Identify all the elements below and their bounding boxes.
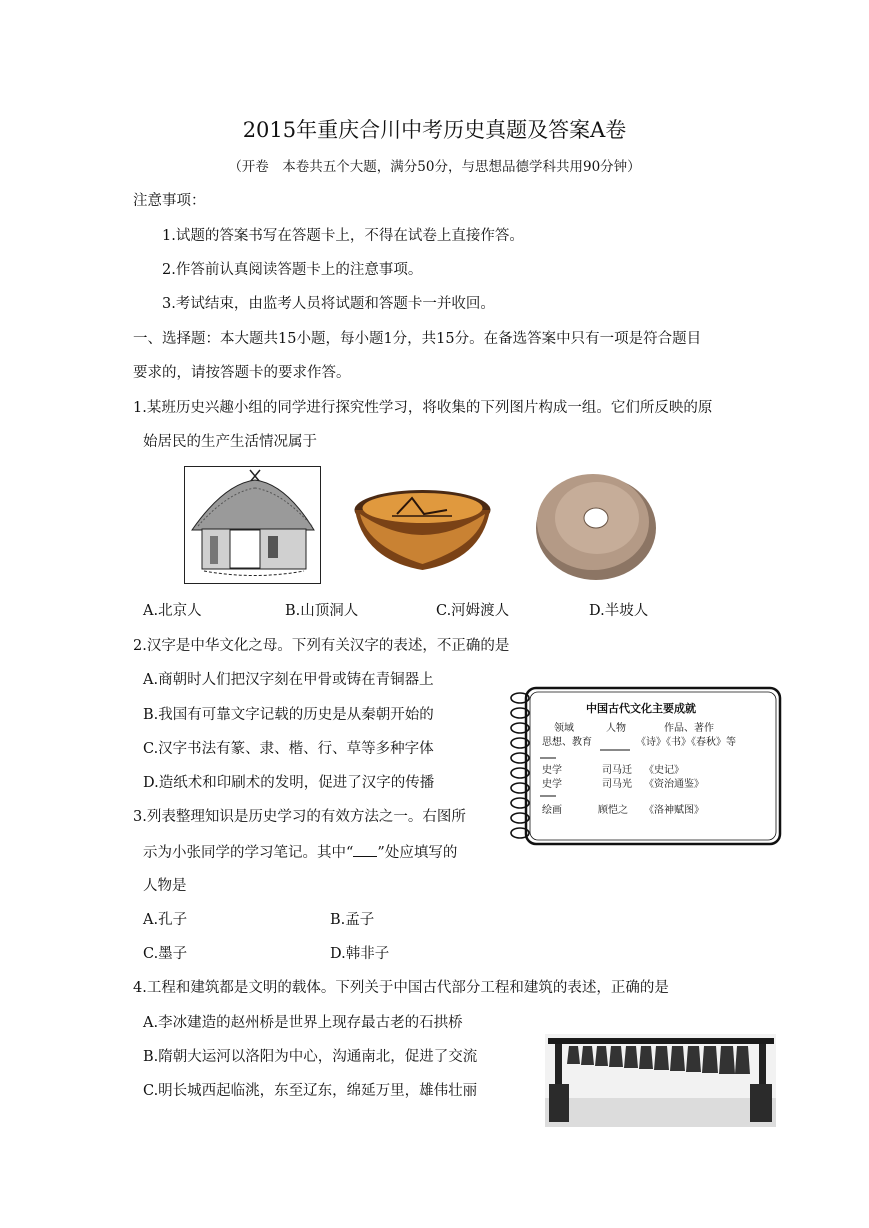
option-d: D.韩非子 [330,946,390,962]
option-a: A.商朝时人们把汉字刻在甲骨或铸在青铜器上 [143,672,434,688]
study-notes-figure [504,684,786,850]
page-title: 2015年重庆合川中考历史真题及答案A卷 [242,118,627,142]
notice-item: 3.考试结束，由监考人员将试题和答题卡一并收回。 [162,296,495,312]
notebook-cell: 《史记》 [644,765,684,776]
notebook-header-works: 作品、著作 [664,723,714,734]
question-4-stem: 4.工程和建筑都是文明的载体。下列关于中国古代部分工程和建筑的表述，正确的是 [133,980,669,996]
option-c: C.河姆渡人 [436,603,510,619]
option-c: C.汉字书法有篆、隶、楷、行、草等多种字体 [143,741,434,757]
question-3-stem: 3.列表整理知识是历史学习的有效方法之一。右图所 [133,809,466,825]
notebook-header-field: 领域 [554,723,574,734]
option-d: D.半坡人 [589,603,649,619]
notebook-cell: 顾恺之 [598,805,628,816]
notice-item: 2.作答前认真阅读答题卡上的注意事项。 [162,262,423,278]
option-a: A.李冰建造的赵州桥是世界上现存最古老的石拱桥 [143,1015,463,1031]
notebook-cell: 绘画 [542,805,562,816]
notebook-cell: 《洛神赋图》 [644,805,704,816]
question-2-stem: 2.汉字是中华文化之母。下列有关汉字的表述，不正确的是 [133,638,510,654]
answer-blank [353,842,377,857]
bowl-image [352,486,493,576]
option-b: B.山顶洞人 [285,603,359,619]
option-a: A.北京人 [143,603,202,619]
exam-subtitle: （开卷 本卷共五个大题，满分50分，与思想品德学科共用90分钟） [228,159,641,175]
question-3-stem-cont: 人物是 [143,878,187,894]
notebook-cell: 《资治通鉴》 [644,779,704,790]
notebook-header-person: 人物 [606,723,626,734]
section-heading: 一、选择题：本大题共15小题，每小题1分，共15分。在备选答案中只有一项是符合题目 [133,331,702,347]
notice-item: 1.试题的答案书写在答题卡上，不得在试卷上直接作答。 [162,228,524,244]
notice-heading: 注意事项： [133,193,206,209]
notebook-cell: 司马迁 [602,765,632,776]
question-1-stem-cont: 始居民的生产生活情况属于 [143,434,317,450]
notebook-cell: 史学 [542,765,562,776]
section-heading-cont: 要求的，请按答题卡的要求作答。 [133,365,351,381]
option-c: C.明长城西起临洮，东至辽东，绵延万里，雄伟壮丽 [143,1083,478,1099]
option-b: B.我国有可靠文字记载的历史是从秦朝开始的 [143,707,434,723]
option-a: A.孔子 [143,912,188,928]
option-c: C.墨子 [143,946,188,962]
hut-image [184,466,321,584]
notebook-cell: 史学 [542,779,562,790]
option-b: B.隋朝大运河以洛阳为中心，沟通南北，促进了交流 [143,1049,478,1065]
notebook-title: 中国古代文化主要成就 [586,702,696,715]
notebook-cell: 思想、教育 [542,737,592,748]
chime-bells-image [545,1034,776,1127]
option-d: D.造纸术和印刷术的发明，促进了汉字的传播 [143,775,435,791]
question-3-stem-cont: 示为小张同学的学习笔记。其中“ ”处应填写的 [143,842,457,863]
spindle-whorl-image [533,466,659,583]
question-1-stem: 1.某班历史兴趣小组的同学进行探究性学习，将收集的下列图片构成一组。它们所反映的原 [133,400,713,416]
notebook-cell: 《诗》《书》《春秋》等 [636,737,736,748]
notebook-cell: 司马光 [602,779,632,790]
option-b: B.孟子 [330,912,375,928]
